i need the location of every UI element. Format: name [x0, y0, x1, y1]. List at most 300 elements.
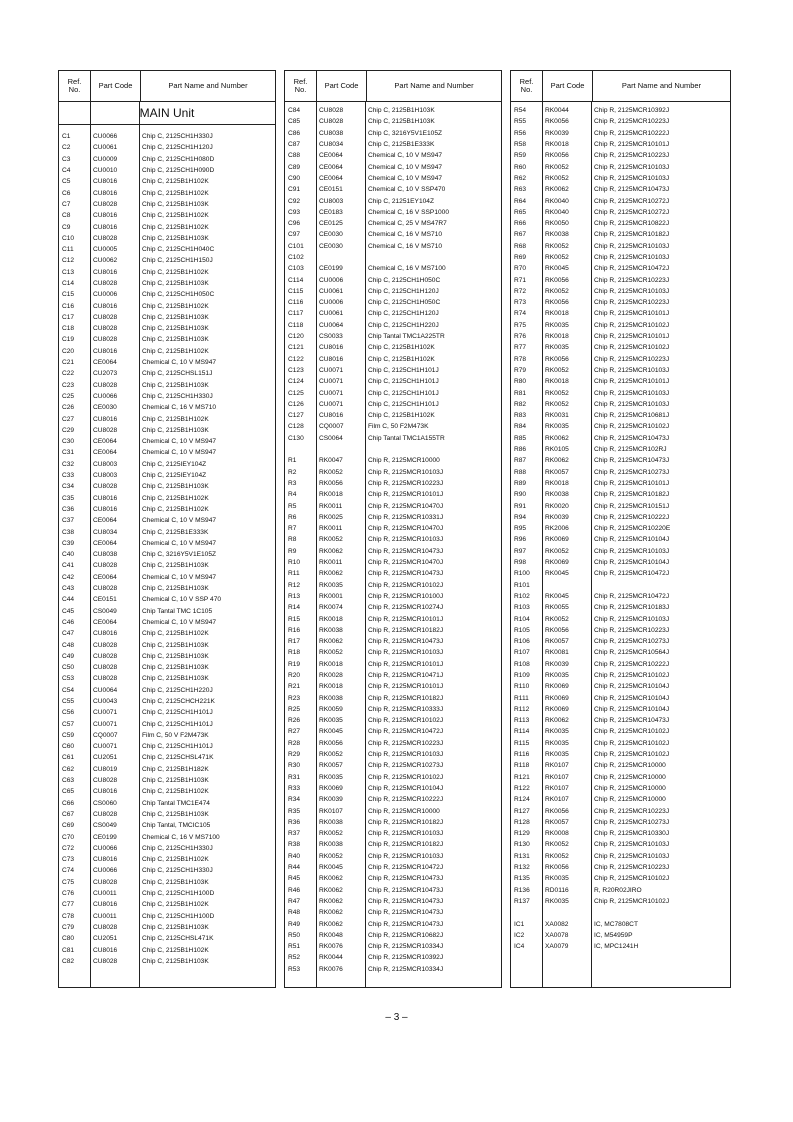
table-row: [59, 831, 275, 842]
table-row: [285, 613, 501, 624]
part-name: Chip R, 2125MCR10102J: [594, 739, 670, 747]
ref-no: C125: [288, 389, 304, 397]
part-code: RK0045: [319, 728, 343, 736]
table-row: [285, 184, 501, 195]
ref-no: R13: [288, 592, 301, 600]
part-code: RK0038: [545, 491, 569, 499]
ref-no: R30: [288, 762, 301, 770]
part-name: Chip C, 2125CH1H330J: [142, 133, 213, 141]
ref-no: C65: [62, 788, 75, 796]
ref-no: R36: [288, 818, 301, 826]
part-code: CU8028: [93, 585, 118, 593]
table-row: [285, 602, 501, 613]
ref-no: C21: [62, 359, 75, 367]
ref-no: R129: [514, 830, 530, 838]
table-row: [511, 613, 730, 624]
table-row: [511, 670, 730, 681]
ref-no: R16: [288, 626, 301, 634]
ref-no: C46: [62, 618, 75, 626]
part-code: CU8016: [319, 412, 344, 420]
table-row: [511, 591, 730, 602]
part-name: Chip R, 2125MCR10000: [594, 762, 666, 770]
ref-no: R73: [514, 299, 527, 307]
ref-no: C19: [62, 336, 75, 344]
table-row: [511, 444, 730, 455]
part-name: Chip Tantal TMC1A155TR: [368, 434, 445, 442]
table-row: [511, 851, 730, 862]
column-divider: [316, 102, 317, 987]
table-row: [285, 896, 501, 907]
ref-no: R68: [514, 242, 527, 250]
ref-no: R105: [514, 626, 530, 634]
table-row: [285, 907, 501, 918]
part-name: Chip R, 2125MCR10223J: [594, 299, 670, 307]
table-row: [59, 289, 275, 300]
ref-no: R48: [288, 909, 301, 917]
part-name: Chip R, 2125MCR10223J: [594, 807, 670, 815]
table-row: [285, 320, 501, 331]
table-row: [285, 726, 501, 737]
part-code: CU8028: [93, 641, 118, 649]
part-code: RK0048: [319, 931, 343, 939]
part-name: Chip R, 2125MCR10473J: [594, 717, 670, 725]
ref-no: C102: [288, 254, 304, 261]
part-code: CU8028: [93, 483, 118, 491]
ref-no: C90: [288, 174, 301, 182]
part-name: Chip R, 2125MCR10334J: [368, 943, 444, 951]
part-code: CU0071: [319, 366, 344, 374]
ref-no: R111: [514, 694, 529, 702]
table-row: [59, 154, 275, 165]
ref-no: C17: [62, 313, 75, 321]
part-name: Chip C, 2125CHSL151J: [142, 370, 213, 378]
part-code: RK0081: [545, 649, 569, 657]
table-row: [59, 651, 275, 662]
ref-no: R51: [288, 943, 301, 951]
part-code: RK0040: [545, 208, 569, 216]
table-row: [511, 455, 730, 466]
ref-no: R77: [514, 344, 527, 352]
ref-no: C97: [288, 231, 301, 239]
part-code: CU8028: [93, 878, 118, 886]
part-name: Chip R, 2125MCR10273J: [594, 468, 670, 476]
part-name: Chemical C, 10 V MS947: [142, 618, 217, 626]
ref-no: R35: [288, 807, 301, 815]
table-row: [511, 500, 730, 511]
part-name: Chip C, 2125B1H102K: [142, 946, 209, 954]
part-name: Chip R, 2125MCR10470J: [368, 502, 444, 510]
table-row: [59, 798, 275, 809]
ref-no: R128: [514, 818, 530, 826]
part-name: Chemical C, 10 V MS947: [368, 174, 443, 182]
part-code: CU0066: [93, 133, 118, 141]
part-code: CU0006: [319, 276, 344, 284]
ref-no: R80: [514, 378, 527, 386]
part-code: RK0074: [319, 604, 343, 612]
ref-no: R26: [288, 717, 301, 725]
part-code: CU0066: [93, 844, 118, 852]
parts-table-column-1: [58, 70, 276, 988]
table-row: [59, 142, 275, 153]
ref-no: R100: [514, 570, 530, 578]
part-name: Chip C, 2125B1H103K: [142, 562, 209, 570]
part-code: CU0071: [93, 720, 118, 728]
table-row: [511, 636, 730, 647]
table-row: [59, 583, 275, 594]
ref-no: C117: [288, 310, 304, 318]
part-name: Chemical C, 16 V MS710: [142, 404, 217, 412]
table-row: [59, 673, 275, 684]
table-row: [511, 783, 730, 794]
part-name: Chip R, 2125MCR10000: [594, 784, 666, 792]
part-code: CU8003: [93, 460, 118, 468]
part-name: Chemical C, 25 V MS47R7: [368, 220, 447, 228]
ref-no: R1: [288, 457, 297, 465]
ref-no: C2: [62, 144, 71, 152]
part-code: RK0052: [319, 852, 343, 860]
ref-no: R54: [514, 107, 527, 115]
part-code: CU0011: [93, 890, 117, 898]
ref-no: C53: [62, 675, 75, 683]
table-row: [511, 331, 730, 342]
part-code: RK0035: [545, 897, 569, 905]
part-name: Chip C, 2125B1H102K: [142, 901, 209, 909]
part-code: RK0107: [545, 773, 569, 781]
ref-no: C41: [62, 562, 75, 570]
part-code: RK0062: [545, 717, 569, 725]
part-name: Chip R, 2125MCR10182J: [368, 841, 444, 849]
part-name: Chip C, 2125CH1H220J: [368, 321, 439, 329]
table-row: [59, 775, 275, 786]
part-code: CU8016: [93, 788, 118, 796]
part-name: Chip R, 2125MCR10681J: [594, 412, 670, 420]
part-name: Chip C, 2125B1H103K: [142, 777, 209, 785]
header-ref-no: Ref. No.: [511, 71, 543, 101]
part-code: CE0064: [319, 163, 343, 171]
part-code: RK0052: [319, 468, 343, 476]
part-name: Chip Tantal, TMCIC105: [142, 822, 211, 830]
table-row: [511, 817, 730, 828]
part-name: Chip R, 2125MCR10102J: [368, 773, 444, 781]
part-code: RK0069: [545, 559, 569, 567]
part-code: RK0018: [319, 683, 343, 691]
ref-no: R76: [514, 333, 527, 341]
header-part-name: Part Name and Number: [394, 80, 474, 90]
ref-no: R116: [514, 751, 530, 759]
ref-no: R33: [288, 784, 301, 792]
table-row: [59, 244, 275, 255]
table-row: [285, 930, 501, 941]
part-code: CU8016: [93, 901, 118, 909]
part-name: Chip C, 2125B1H102K: [368, 355, 435, 363]
part-name: Chip R, 2125MCR10471J: [368, 671, 444, 679]
ref-no: C10: [62, 234, 75, 242]
table-row: [59, 255, 275, 266]
part-name: Chip R, 2125MCR10182J: [594, 491, 670, 499]
part-name: Chip R, 2125MCR10104J: [594, 559, 670, 567]
table-row: [59, 459, 275, 470]
part-code: RK0052: [545, 242, 569, 250]
part-code: CE0151: [319, 186, 343, 194]
part-code: RK0069: [545, 705, 569, 713]
part-code: CE0030: [319, 242, 343, 250]
ref-no: R58: [514, 141, 527, 149]
ref-no: C118: [288, 321, 304, 329]
ref-no: R14: [288, 604, 301, 612]
table-row: [285, 523, 501, 534]
part-name: Chemical C, 10 V MS947: [142, 539, 217, 547]
part-name: Chip C, 2125CH1H101J: [142, 720, 213, 728]
ref-no: R44: [288, 864, 301, 872]
table-row: [59, 741, 275, 752]
header-part-name: Part Name and Number: [168, 80, 248, 90]
table-row: [511, 308, 730, 319]
ref-no: C3: [62, 155, 71, 163]
part-code: RK0062: [545, 457, 569, 465]
part-code: RK0057: [545, 818, 569, 826]
part-name: Chip R, 2125MCR10000: [594, 773, 666, 781]
ref-no: C103: [288, 265, 304, 273]
part-code: CU0043: [93, 697, 118, 705]
table-row: [511, 320, 730, 331]
table-row: [59, 605, 275, 616]
table-row: [511, 376, 730, 387]
table-row: [285, 884, 501, 895]
ref-no: R64: [514, 197, 527, 205]
part-name: Chip R, 2125MCR10470J: [368, 525, 444, 533]
ref-no: C121: [288, 344, 304, 352]
ref-no: C18: [62, 325, 75, 333]
part-code: CU8016: [93, 347, 118, 355]
part-name: Chip R, 2125MCR10103J: [368, 649, 444, 657]
part-name: Chip R, 2125MCR10223J: [368, 479, 444, 487]
part-name: Chip Tantal TMC 1C105: [142, 607, 213, 615]
table-row: [285, 952, 501, 963]
table-row: [59, 312, 275, 323]
table-row: [285, 376, 501, 387]
ref-no: R86: [514, 446, 527, 454]
ref-no: R29: [288, 751, 301, 759]
part-code: RK0052: [545, 287, 569, 295]
ref-no: R109: [514, 671, 530, 679]
part-name: Chip R, 2125MCR10103J: [594, 615, 670, 623]
table-row: [285, 229, 501, 240]
table-row: [285, 500, 501, 511]
ref-no: R103: [514, 604, 530, 612]
part-code: RK0035: [319, 581, 343, 589]
part-name: Chip C, 2125CH1H120J: [368, 287, 439, 295]
parts-table-column-3: [510, 70, 731, 988]
ref-no: C91: [288, 186, 301, 194]
part-code: CU8016: [93, 268, 118, 276]
table-row: [285, 286, 501, 297]
part-name: Chip R, 2125MCR10182J: [368, 626, 444, 634]
table-row: [59, 368, 275, 379]
part-code: RK0052: [545, 174, 569, 182]
part-name: Chemical C, 10 V MS947: [142, 359, 217, 367]
part-code: CE0064: [319, 174, 343, 182]
part-code: RK0052: [319, 830, 343, 838]
part-name: Chip R, 2125MCR10182J: [594, 231, 670, 239]
ref-no: R69: [514, 254, 527, 261]
table-row: [511, 354, 730, 365]
part-name: Chip C, 2125B1H102K: [142, 505, 209, 513]
ref-no: R67: [514, 231, 527, 239]
part-code: RK0045: [545, 265, 569, 273]
part-code: RK0056: [545, 807, 569, 815]
table-row: [285, 941, 501, 952]
ref-no: R50: [288, 931, 301, 939]
part-name: Chip R, 2125MCR10101J: [368, 615, 444, 623]
ref-no: R98: [514, 559, 527, 567]
table-row: [285, 579, 501, 590]
part-code: CU0005: [93, 246, 118, 254]
part-name: Chip R, 2125MCR10103J: [368, 536, 444, 544]
table-row: [511, 557, 730, 568]
part-code: CU8028: [93, 652, 118, 660]
part-code: CU8016: [93, 946, 118, 954]
ref-no: R28: [288, 739, 301, 747]
table-row: [285, 659, 501, 670]
part-code: CU2051: [93, 935, 118, 943]
part-code: RK0018: [319, 660, 343, 668]
column-divider: [139, 102, 140, 987]
table-row: [511, 579, 730, 590]
parts-rows: [511, 105, 730, 952]
table-header: [511, 71, 730, 102]
table-row: [511, 229, 730, 240]
table-row: [285, 241, 501, 252]
part-name: Chip R, 2125MCR10103J: [594, 242, 670, 250]
part-code: RK0107: [545, 796, 569, 804]
ref-no: R108: [514, 660, 530, 668]
ref-no: R113: [514, 717, 530, 725]
table-row: [285, 421, 501, 432]
ref-no: C16: [62, 302, 75, 310]
part-code: RK0011: [319, 559, 343, 567]
part-code: RK0001: [319, 592, 343, 600]
part-name: Chip C, 2125CH1H330J: [142, 392, 213, 400]
part-name: Chip C, 2125CH1H101J: [368, 366, 439, 374]
part-name: Chip C, 2125B1H103K: [142, 923, 209, 931]
part-name: Chip R, 2125MCR10101J: [368, 660, 444, 668]
part-code: CU0066: [93, 392, 118, 400]
ref-no: C101: [288, 242, 304, 250]
table-row: [511, 692, 730, 703]
table-row: [511, 410, 730, 421]
part-code: RK0039: [545, 513, 569, 521]
ref-no: R83: [514, 412, 527, 420]
table-row: [59, 662, 275, 673]
part-name: IC, MC7808CT: [594, 920, 638, 928]
ref-no: C26: [62, 404, 75, 412]
part-code: XA0078: [545, 931, 569, 939]
table-row: [511, 184, 730, 195]
table-row: [511, 839, 730, 850]
ref-no: C7: [62, 200, 71, 208]
part-code: RK0035: [545, 671, 569, 679]
part-code: CU0071: [319, 378, 344, 386]
table-row: [511, 512, 730, 523]
part-name: Chip R, 2125MCR10473J: [368, 920, 444, 928]
part-name: Chip C, 2125B1H103K: [142, 381, 209, 389]
ref-no: C62: [62, 765, 75, 773]
part-code: XA0082: [545, 920, 569, 928]
part-code: RK0018: [319, 491, 343, 499]
ref-no: R78: [514, 355, 527, 363]
part-name: Film C, 50 F2M473K: [368, 423, 429, 431]
table-row: [285, 862, 501, 873]
part-name: Chip R, 2125MCR10102J: [594, 344, 670, 352]
part-code: RK0047: [319, 457, 343, 465]
ref-no: R91: [514, 502, 527, 510]
ref-no: R97: [514, 547, 527, 555]
part-code: CU8016: [93, 856, 118, 864]
part-name: Chip R, 2125MCR10182J: [368, 818, 444, 826]
part-code: CU0066: [93, 867, 118, 875]
part-name: Chip Tantal TMC1A225TR: [368, 333, 445, 341]
part-name: Chip C, 3216Y5V1E105Z: [368, 129, 443, 137]
part-code: CE0125: [319, 220, 343, 228]
table-row: [285, 783, 501, 794]
ref-no: C124: [288, 378, 304, 386]
part-name: Chip C, 2125CH1H100D: [142, 890, 215, 898]
ref-no: C4: [62, 167, 71, 175]
ref-no: R124: [514, 796, 530, 804]
table-row: [59, 334, 275, 345]
part-code: CU8016: [93, 212, 118, 220]
part-name: Chip C, 2125B1H103K: [142, 426, 209, 434]
part-name: Chip R, 2125MCR10103J: [594, 547, 670, 555]
part-code: CU0071: [319, 400, 344, 408]
ref-no: R136: [514, 886, 530, 894]
part-name: Chip C, 2125B1H103K: [142, 878, 209, 886]
part-code: RK0052: [545, 366, 569, 374]
part-name: Chip C, 2125CH1H101J: [368, 378, 439, 386]
table-row: [285, 964, 501, 975]
part-name: Chip R, 2125MCR10473J: [594, 186, 670, 194]
table-row: [59, 425, 275, 436]
ref-no: C88: [288, 152, 301, 160]
table-row: [59, 481, 275, 492]
table-row: [59, 639, 275, 650]
part-name: Chemical C, 10 V MS947: [368, 152, 443, 160]
part-code: CE0064: [93, 618, 117, 626]
part-name: Chip R, 2125MCR10273J: [368, 762, 444, 770]
ref-no: R107: [514, 649, 530, 657]
part-code: RK0018: [545, 141, 569, 149]
part-code: CE0064: [93, 438, 117, 446]
part-name: Chemical C, 10 V MS947: [368, 163, 443, 171]
part-code: RK0056: [545, 276, 569, 284]
part-code: CU8028: [93, 675, 118, 683]
part-code: RK0039: [545, 660, 569, 668]
part-name: Chip C, 2125B1H103K: [142, 675, 209, 683]
ref-no: R85: [514, 434, 527, 442]
part-name: IC, MPC1241H: [594, 943, 639, 951]
part-code: CU0062: [93, 257, 118, 265]
part-name: Chip C, 2125CH1H330J: [142, 844, 213, 852]
part-name: Chip C, 2125B1H102K: [142, 630, 209, 638]
part-code: CU8016: [93, 223, 118, 231]
part-code: RK0056: [545, 299, 569, 307]
table-row: [285, 139, 501, 150]
part-name: Chip R, 2125MCR102RJ: [594, 446, 667, 454]
ref-no: C15: [62, 291, 75, 299]
ref-no: C66: [62, 799, 75, 807]
table-row: [285, 467, 501, 478]
part-code: RK0052: [545, 163, 569, 171]
